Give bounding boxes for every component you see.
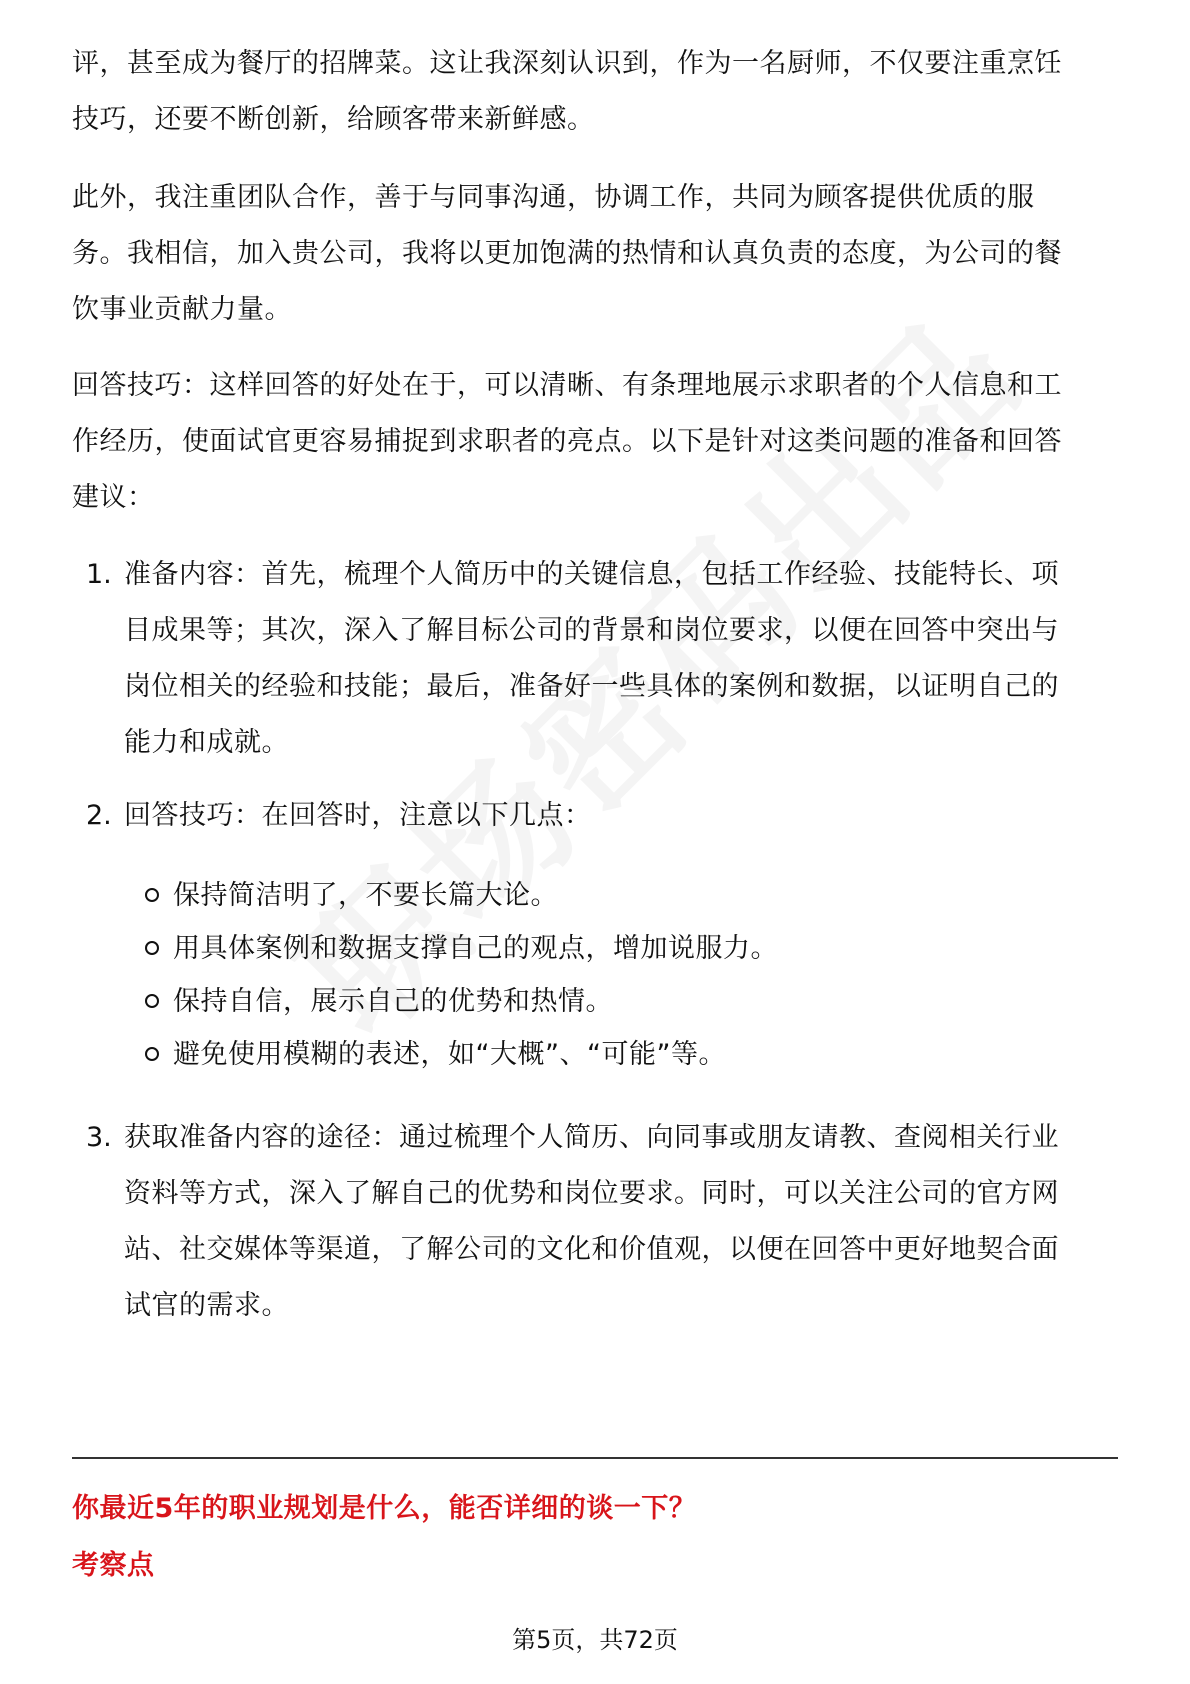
list-line: 能力和成就。 (124, 727, 289, 758)
circle-bullet-icon (145, 1047, 159, 1061)
list-line: 站、社交媒体等渠道，了解公司的文化和价值观，以便在回答中更好地契合面 (124, 1234, 1059, 1265)
list-line: 获取准备内容的途径：通过梳理个人简历、向同事或朋友请教、查阅相关行业 (124, 1122, 1059, 1153)
sub-list-item (145, 1027, 1105, 1083)
list-line: 试官的需求。 (124, 1290, 289, 1321)
sub-item-text: 保持简洁明了，不要长篇大论。 (173, 880, 558, 911)
list-number: 1. (86, 559, 112, 590)
paragraph-line: 建议： (72, 482, 155, 513)
paragraph-line: 技巧，还要不断创新，给顾客带来新鲜感。 (72, 104, 595, 135)
sub-item-text: 避免使用模糊的表述，如“大概”、“可能”等。 (173, 1039, 726, 1070)
list-line: 回答技巧：在回答时，注意以下几点： (124, 800, 592, 831)
list-number: 3. (86, 1122, 112, 1153)
list-item-2 (72, 788, 1118, 844)
sub-list-item (145, 974, 1105, 1030)
sub-list-item (145, 868, 1105, 924)
question-heading: 你最近5年的职业规划是什么，能否详细的谈一下？ (72, 1493, 697, 1524)
paragraph-line: 务。我相信，加入贵公司，我将以更加饱满的热情和认真负责的态度，为公司的餐 (72, 238, 1062, 269)
section-subheading: 考察点 (72, 1550, 155, 1581)
paragraph-3 (72, 358, 1118, 526)
page-number-footer: 第5页，共72页 (512, 1626, 678, 1654)
list-line: 岗位相关的经验和技能；最后，准备好一些具体的案例和数据，以证明自己的 (124, 671, 1059, 702)
list-line: 准备内容：首先，梳理个人简历中的关键信息，包括工作经验、技能特长、项 (124, 559, 1059, 590)
list-item-3 (72, 1110, 1118, 1334)
paragraph-1 (72, 36, 1118, 148)
circle-bullet-icon (145, 941, 159, 955)
paragraph-line: 饮事业贡献力量。 (72, 294, 292, 325)
sub-item-text: 保持自信，展示自己的优势和热情。 (173, 986, 613, 1017)
paragraph-line: 评，甚至成为餐厅的招牌菜。这让我深刻认识到，作为一名厨师，不仅要注重烹饪 (72, 48, 1062, 79)
section-divider (72, 1457, 1118, 1459)
list-line: 资料等方式，深入了解自己的优势和岗位要求。同时，可以关注公司的官方网 (124, 1178, 1059, 1209)
list-number: 2. (86, 800, 112, 831)
paragraph-line: 作经历，使面试官更容易捕捉到求职者的亮点。以下是针对这类问题的准备和回答 (72, 426, 1062, 457)
circle-bullet-icon (145, 994, 159, 1008)
paragraph-2 (72, 170, 1118, 338)
sub-item-text: 用具体案例和数据支撑自己的观点，增加说服力。 (173, 933, 778, 964)
paragraph-line: 此外，我注重团队合作，善于与同事沟通，协调工作，共同为顾客提供优质的服 (72, 182, 1035, 213)
list-item-1 (72, 547, 1118, 771)
circle-bullet-icon (145, 888, 159, 902)
list-line: 目成果等；其次，深入了解目标公司的背景和岗位要求，以便在回答中突出与 (124, 615, 1059, 646)
paragraph-line: 回答技巧：这样回答的好处在于，可以清晰、有条理地展示求职者的个人信息和工 (72, 370, 1062, 401)
sub-list-item (145, 921, 1105, 977)
